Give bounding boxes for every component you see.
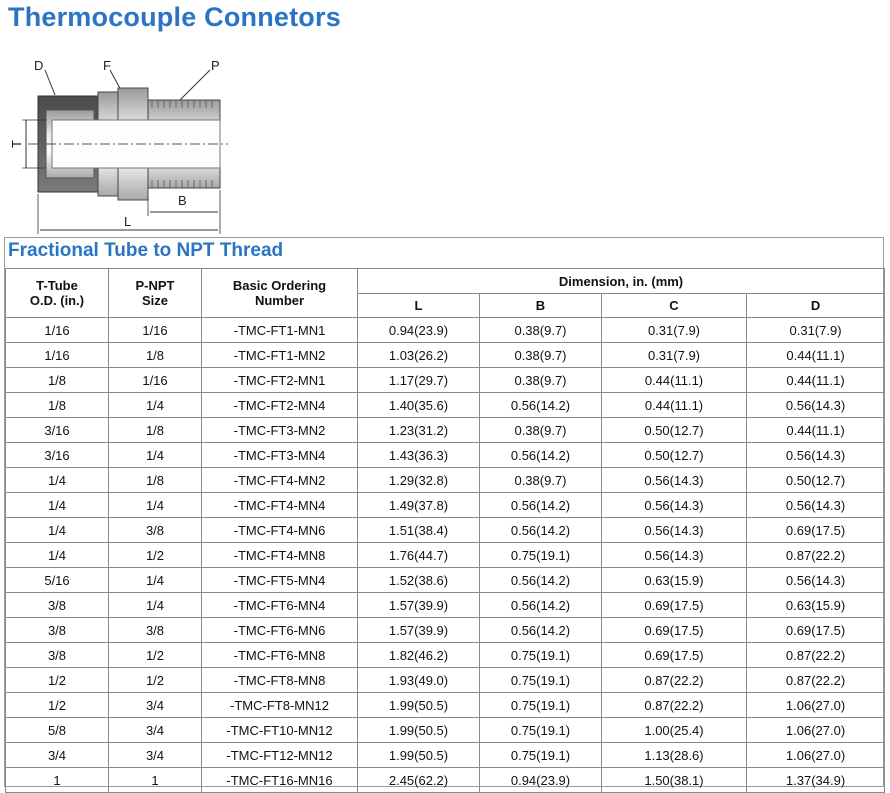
t-tube-cell: 3/4 <box>6 743 109 768</box>
table-row <box>6 393 885 418</box>
table-row <box>6 343 885 368</box>
p-npt-cell: 3/4 <box>109 718 202 743</box>
table-row <box>6 493 885 518</box>
dim-d-cell: 0.56(14.3) <box>747 493 885 518</box>
dim-l-cell: 1.49(37.8) <box>358 493 480 518</box>
t-tube-cell: 1/8 <box>6 393 109 418</box>
ordering-number-cell: -TMC-FT4-MN2 <box>202 468 358 493</box>
table-row <box>6 568 885 593</box>
dim-l-cell: 1.23(31.2) <box>358 418 480 443</box>
dim-b-cell: 0.94(23.9) <box>480 768 602 793</box>
label-p: P <box>211 58 220 73</box>
dim-l-cell: 1.17(29.7) <box>358 368 480 393</box>
dim-d-cell: 0.50(12.7) <box>747 468 885 493</box>
t-tube-cell: 1/4 <box>6 468 109 493</box>
t-tube-cell: 1/4 <box>6 518 109 543</box>
p-npt-cell: 1/4 <box>109 393 202 418</box>
dim-c-cell: 0.56(14.3) <box>602 493 747 518</box>
label-t: T <box>9 140 24 148</box>
ordering-number-cell: -TMC-FT2-MN4 <box>202 393 358 418</box>
p-npt-cell: 1/16 <box>109 368 202 393</box>
dim-b-cell: 0.38(9.7) <box>480 418 602 443</box>
dim-l-cell: 1.03(26.2) <box>358 343 480 368</box>
col-c: C <box>602 294 747 318</box>
dim-d-cell: 0.31(7.9) <box>747 318 885 343</box>
t-tube-cell: 3/16 <box>6 443 109 468</box>
dim-c-cell: 0.31(7.9) <box>602 318 747 343</box>
p-npt-cell: 1/8 <box>109 468 202 493</box>
col-t-tube: T-Tube O.D. (in.) <box>6 269 109 318</box>
t-tube-cell: 1/2 <box>6 693 109 718</box>
dim-c-cell: 0.69(17.5) <box>602 643 747 668</box>
label-b: B <box>178 193 187 208</box>
ordering-number-cell: -TMC-FT4-MN8 <box>202 543 358 568</box>
t-tube-cell: 3/16 <box>6 418 109 443</box>
p-npt-cell: 1 <box>109 768 202 793</box>
dimension-table <box>5 268 885 793</box>
label-l: L <box>124 214 132 229</box>
dim-b-cell: 0.56(14.2) <box>480 593 602 618</box>
dim-l-cell: 1.40(35.6) <box>358 393 480 418</box>
t-tube-cell: 1/4 <box>6 493 109 518</box>
section-title: Fractional Tube to NPT Thread <box>8 240 284 261</box>
dim-b-cell: 0.56(14.2) <box>480 518 602 543</box>
dim-c-cell: 0.50(12.7) <box>602 443 747 468</box>
t-tube-cell: 5/8 <box>6 718 109 743</box>
ordering-number-cell: -TMC-FT10-MN12 <box>202 718 358 743</box>
table-row <box>6 618 885 643</box>
p-npt-cell: 1/2 <box>109 668 202 693</box>
dim-b-cell: 0.75(19.1) <box>480 693 602 718</box>
ordering-number-cell: -TMC-FT3-MN4 <box>202 443 358 468</box>
ordering-number-cell: -TMC-FT6-MN6 <box>202 618 358 643</box>
dim-d-cell: 1.06(27.0) <box>747 693 885 718</box>
dim-b-cell: 0.75(19.1) <box>480 543 602 568</box>
leader-d <box>45 70 55 95</box>
t-tube-cell: 3/8 <box>6 618 109 643</box>
ordering-number-cell: -TMC-FT5-MN4 <box>202 568 358 593</box>
ordering-number-cell: -TMC-FT8-MN12 <box>202 693 358 718</box>
p-npt-cell: 3/8 <box>109 518 202 543</box>
p-npt-cell: 1/8 <box>109 418 202 443</box>
dim-l-cell: 1.99(50.5) <box>358 693 480 718</box>
dim-d-cell: 1.06(27.0) <box>747 743 885 768</box>
dim-l-cell: 1.76(44.7) <box>358 543 480 568</box>
dim-c-cell: 0.87(22.2) <box>602 693 747 718</box>
p-npt-cell: 1/4 <box>109 493 202 518</box>
dim-c-cell: 0.69(17.5) <box>602 618 747 643</box>
dim-b-cell: 0.56(14.2) <box>480 568 602 593</box>
dim-l-cell: 1.43(36.3) <box>358 443 480 468</box>
table-row <box>6 743 885 768</box>
ordering-number-cell: -TMC-FT4-MN6 <box>202 518 358 543</box>
table-row <box>6 593 885 618</box>
dim-d-cell: 0.87(22.2) <box>747 668 885 693</box>
dim-b-cell: 0.75(19.1) <box>480 743 602 768</box>
dim-l-cell: 1.93(49.0) <box>358 668 480 693</box>
ordering-number-cell: -TMC-FT1-MN1 <box>202 318 358 343</box>
dim-c-cell: 1.00(25.4) <box>602 718 747 743</box>
dim-d-cell: 0.56(14.3) <box>747 393 885 418</box>
dim-c-cell: 1.50(38.1) <box>602 768 747 793</box>
page-title: Thermocouple Connetors <box>8 2 341 32</box>
dim-l-cell: 1.29(32.8) <box>358 468 480 493</box>
dim-b-cell: 0.38(9.7) <box>480 368 602 393</box>
dim-l-cell: 0.94(23.9) <box>358 318 480 343</box>
ordering-number-cell: -TMC-FT6-MN8 <box>202 643 358 668</box>
t-tube-cell: 1/8 <box>6 368 109 393</box>
ordering-number-cell: -TMC-FT1-MN2 <box>202 343 358 368</box>
p-npt-cell: 1/2 <box>109 643 202 668</box>
dim-b-cell: 0.75(19.1) <box>480 668 602 693</box>
p-npt-cell: 1/2 <box>109 543 202 568</box>
dim-d-cell: 0.63(15.9) <box>747 593 885 618</box>
ordering-number-cell: -TMC-FT8-MN8 <box>202 668 358 693</box>
dim-d-cell: 0.44(11.1) <box>747 418 885 443</box>
dim-b-cell: 0.75(19.1) <box>480 643 602 668</box>
dim-c-cell: 0.50(12.7) <box>602 418 747 443</box>
dim-b-cell: 0.38(9.7) <box>480 318 602 343</box>
dim-l-cell: 1.51(38.4) <box>358 518 480 543</box>
dim-l-cell: 1.57(39.9) <box>358 593 480 618</box>
ordering-number-cell: -TMC-FT3-MN2 <box>202 418 358 443</box>
dim-c-cell: 0.31(7.9) <box>602 343 747 368</box>
t-tube-cell: 3/8 <box>6 593 109 618</box>
table-row <box>6 368 885 393</box>
p-npt-cell: 1/4 <box>109 443 202 468</box>
table-body <box>6 318 885 793</box>
p-npt-cell: 3/4 <box>109 743 202 768</box>
dim-c-cell: 0.56(14.3) <box>602 468 747 493</box>
ordering-number-cell: -TMC-FT4-MN4 <box>202 493 358 518</box>
dim-c-cell: 0.56(14.3) <box>602 518 747 543</box>
dim-l-cell: 1.99(50.5) <box>358 718 480 743</box>
dim-l-cell: 1.57(39.9) <box>358 618 480 643</box>
col-dimension-group: Dimension, in. (mm) <box>358 269 885 294</box>
dim-c-cell: 0.87(22.2) <box>602 668 747 693</box>
table-row <box>6 468 885 493</box>
dim-l-cell: 1.82(46.2) <box>358 643 480 668</box>
ordering-number-cell: -TMC-FT2-MN1 <box>202 368 358 393</box>
dim-b-cell: 0.56(14.2) <box>480 618 602 643</box>
t-tube-cell: 1/16 <box>6 318 109 343</box>
table-row <box>6 318 885 343</box>
dim-c-cell: 1.13(28.6) <box>602 743 747 768</box>
table-row <box>6 543 885 568</box>
dim-l-cell: 1.99(50.5) <box>358 743 480 768</box>
p-npt-cell: 1/4 <box>109 593 202 618</box>
dim-d-cell: 0.44(11.1) <box>747 368 885 393</box>
dim-d-cell: 0.87(22.2) <box>747 643 885 668</box>
dim-c-cell: 0.63(15.9) <box>602 568 747 593</box>
dim-b-cell: 0.75(19.1) <box>480 718 602 743</box>
t-tube-cell: 1 <box>6 768 109 793</box>
ordering-number-cell: -TMC-FT12-MN12 <box>202 743 358 768</box>
table-row <box>6 418 885 443</box>
p-npt-cell: 1/4 <box>109 568 202 593</box>
dim-c-cell: 0.56(14.3) <box>602 543 747 568</box>
leader-p <box>180 70 210 100</box>
p-npt-cell: 3/4 <box>109 693 202 718</box>
dim-d-cell: 0.56(14.3) <box>747 443 885 468</box>
col-b: B <box>480 294 602 318</box>
label-f: F <box>103 58 111 73</box>
dim-b-cell: 0.56(14.2) <box>480 393 602 418</box>
table-row <box>6 718 885 743</box>
dim-b-cell: 0.38(9.7) <box>480 343 602 368</box>
t-tube-cell: 5/16 <box>6 568 109 593</box>
label-d: D <box>34 58 44 73</box>
col-l: L <box>358 294 480 318</box>
dim-d-cell: 0.69(17.5) <box>747 618 885 643</box>
table-row <box>6 443 885 468</box>
dim-c-cell: 0.69(17.5) <box>602 593 747 618</box>
table-row <box>6 668 885 693</box>
col-ordering-number: Basic Ordering Number <box>202 269 358 318</box>
t-tube-cell: 3/8 <box>6 643 109 668</box>
dim-d-cell: 1.06(27.0) <box>747 718 885 743</box>
dim-d-cell: 0.69(17.5) <box>747 518 885 543</box>
dim-b-cell: 0.38(9.7) <box>480 468 602 493</box>
table-row <box>6 768 885 793</box>
dim-d-cell: 1.37(34.9) <box>747 768 885 793</box>
dim-b-cell: 0.56(14.2) <box>480 493 602 518</box>
dim-l-cell: 1.52(38.6) <box>358 568 480 593</box>
p-npt-cell: 3/8 <box>109 618 202 643</box>
table-row <box>6 518 885 543</box>
dim-d-cell: 0.87(22.2) <box>747 543 885 568</box>
dim-c-cell: 0.44(11.1) <box>602 368 747 393</box>
ordering-number-cell: -TMC-FT6-MN4 <box>202 593 358 618</box>
connector-diagram <box>0 48 240 238</box>
dim-l-cell: 2.45(62.2) <box>358 768 480 793</box>
t-tube-cell: 1/16 <box>6 343 109 368</box>
table-row <box>6 643 885 668</box>
t-tube-cell: 1/4 <box>6 543 109 568</box>
ordering-number-cell: -TMC-FT16-MN16 <box>202 768 358 793</box>
dim-b-cell: 0.56(14.2) <box>480 443 602 468</box>
dim-d-cell: 0.56(14.3) <box>747 568 885 593</box>
t-tube-cell: 1/2 <box>6 668 109 693</box>
p-npt-cell: 1/8 <box>109 343 202 368</box>
p-npt-cell: 1/16 <box>109 318 202 343</box>
dim-d-cell: 0.44(11.1) <box>747 343 885 368</box>
col-d: D <box>747 294 885 318</box>
table-row <box>6 693 885 718</box>
col-p-npt: P-NPT Size <box>109 269 202 318</box>
dim-c-cell: 0.44(11.1) <box>602 393 747 418</box>
